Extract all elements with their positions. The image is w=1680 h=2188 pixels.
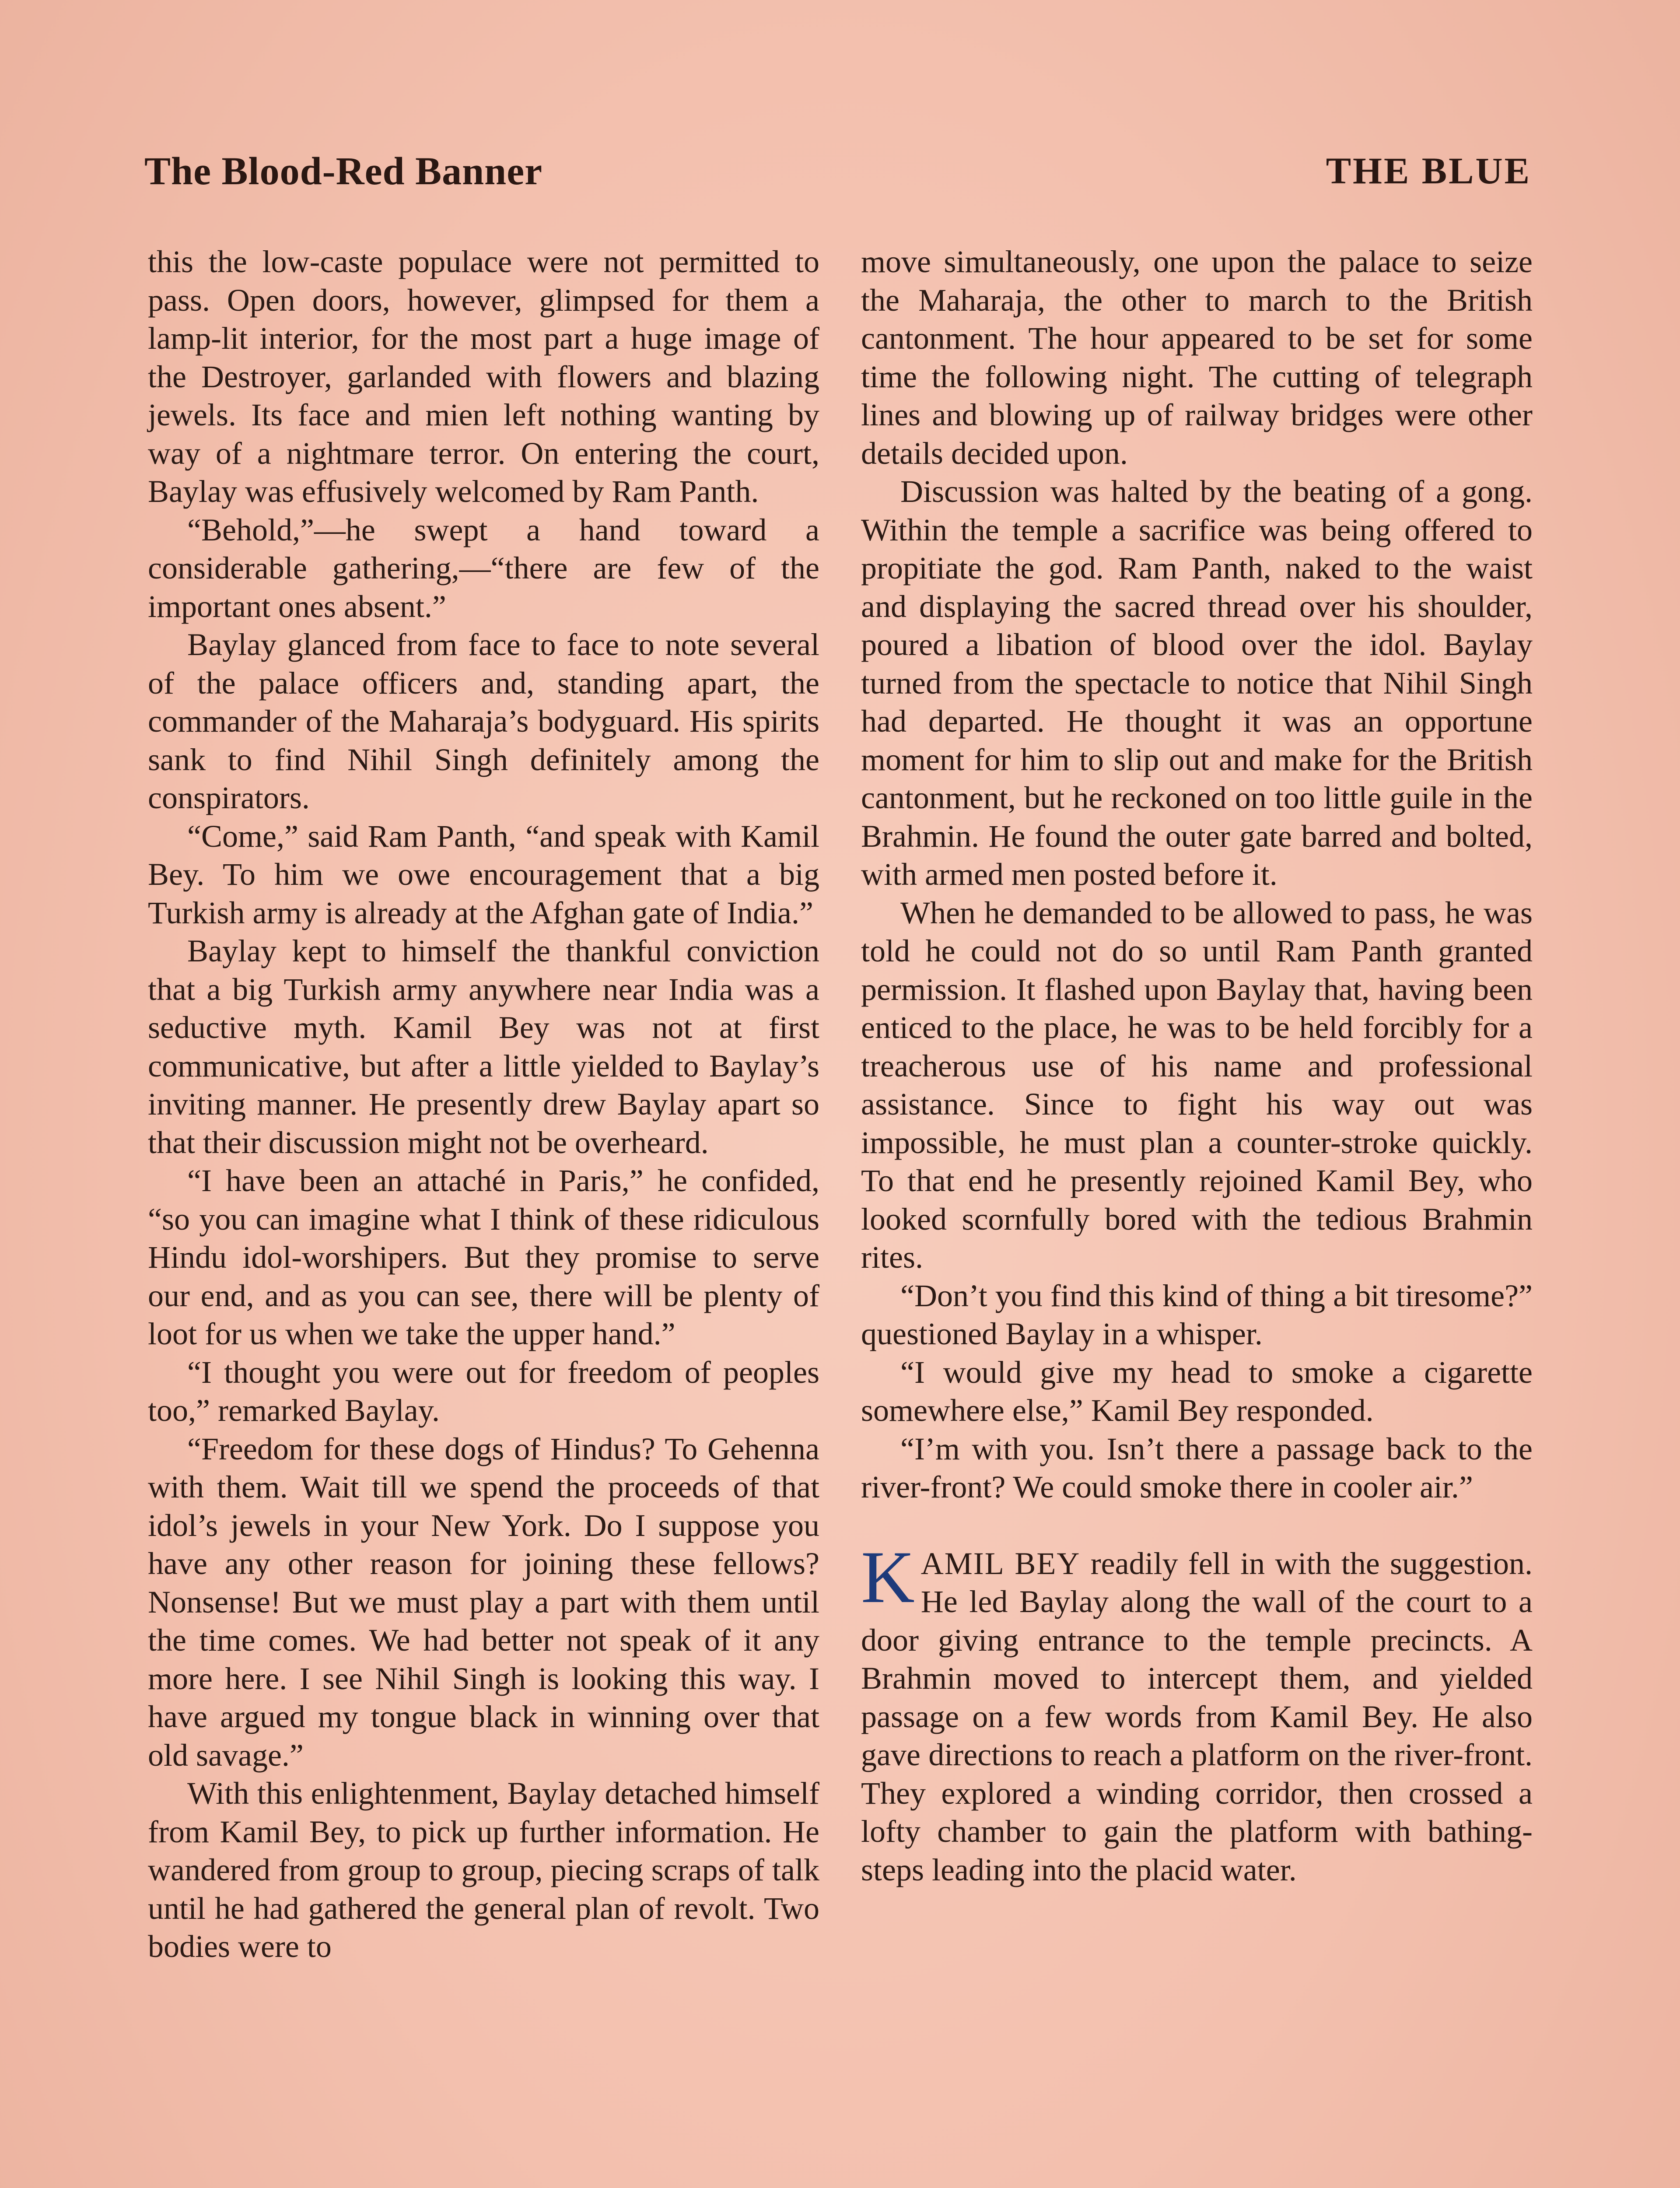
paragraph: this the low-caste populace were not permitted to pass. Open doors, however, glimpsed for them a lamp-lit interior, for the most part a huge image of the Destroyer, garlanded with flowers and blazing jewels. Its face and mien left nothing wanting by way of a nightmare terror. On entering the court, Baylay was effusively welcomed by Ram Panth.: [148, 244, 819, 509]
paragraph: “I have been an attaché in Paris,” he confided, “so you can imagine what I think of these ridiculous Hindu idol-worshipers. But they promise to serve our end, and as you can see, there will be plenty of loot for us when we take the upper hand.”: [148, 1163, 819, 1351]
paragraph: “I would give my head to smoke a cigarette somewhere else,” Kamil Bey responded.: [861, 1354, 1533, 1428]
paragraph: “Freedom for these dogs of Hindus? To Gehenna with them. Wait till we spend the proceeds of that idol’s jewels in your New York. Do I suppose you have any other reason for joining these fellows? Nonsense! But we must play a part with them until the time comes. We had better not speak of it any more here. I see Nihil Singh is looking this way. I have argued my tongue black in winning over that old savage.”: [148, 1431, 819, 1773]
magazine-name: THE BLUE: [1326, 150, 1531, 192]
section-paragraph: [861, 1536, 1533, 1890]
right-column: [861, 243, 1533, 1889]
paragraph: “I thought you were out for freedom of peoples too,” remarked Baylay.: [148, 1354, 819, 1428]
paragraph: “Come,” said Ram Panth, “and speak with Kamil Bey. To him we owe encouragement that a big Turkish army is already at the Afghan gate of India.”: [148, 818, 819, 930]
paragraph: “I’m with you. Isn’t there a passage back to the river-front? We could smoke there in cooler air.”: [861, 1431, 1533, 1504]
section-body: readily fell in with the suggestion. He led Baylay along the wall of the court to a door giving entrance to the temple precincts. A Brahmin moved to intercept them, and yielded passage on a few words from Kamil Bey. He also gave directions to reach a platform on the river-front. They explored a winding corridor, then crossed a lofty chamber to gain the platform with bathing-steps leading into the placid water.: [861, 1546, 1533, 1887]
drop-cap: K: [861, 1536, 915, 1618]
paragraph: “Don’t you find this kind of thing a bit tiresome?” questioned Baylay in a whisper.: [861, 1278, 1533, 1351]
lead-in: AMIL BEY: [920, 1546, 1081, 1581]
paragraph: Baylay glanced from face to face to note several of the palace officers and, standing apart, the commander of the Maharaja’s bodyguard. His spirits sank to find Nihil Singh definitely among the conspirators.: [148, 627, 819, 815]
paragraph: Baylay kept to himself the thankful conviction that a big Turkish army anywhere near India was a seductive myth. Kamil Bey was not at first communicative, but after a little yielded to Baylay’s inviting manner. He presently drew Baylay apart so that their discussion might not be overheard.: [148, 933, 819, 1160]
paragraph: With this enlightenment, Baylay detached himself from Kamil Bey, to pick up further information. He wandered from group to group, piecing scraps of talk until he had gathered the general plan of revolt. Two bodies were to: [148, 1776, 819, 1964]
left-column: [148, 243, 819, 1966]
running-title: The Blood-Red Banner: [144, 150, 543, 193]
paragraph: move simultaneously, one upon the palace to seize the Maharaja, the other to march to the British cantonment. The hour appeared to be set for some time the following night. The cutting of telegraph lines and blowing up of railway bridges were other details decided upon.: [861, 244, 1533, 471]
paragraph: “Behold,”—he swept a hand toward a considerable gathering,—“there are few of the important ones absent.”: [148, 512, 819, 624]
paragraph: Discussion was halted by the beating of a gong. Within the temple a sacrifice was being offered to propitiate the god. Ram Panth, naked to the waist and displaying the sacred thread over his shoulder, poured a libation of blood over the idol. Baylay turned from the spectacle to notice that Nihil Singh had departed. He thought it was an opportune moment for him to slip out and make for the British cantonment, but he reckoned on too little guile in the Brahmin. He found the outer gate barred and bolted, with armed men posted before it.: [861, 474, 1533, 892]
paragraph: When he demanded to be allowed to pass, he was told he could not do so until Ram Panth granted permission. It flashed upon Baylay that, having been enticed to the place, he was to be held forcibly for a treacherous use of his name and professional assistance. Since to fight his way out was impossible, he must plan a counter-stroke quickly. To that end he presently rejoined Kamil Bey, who looked scornfully bored with the tedious Brahmin rites.: [861, 895, 1533, 1275]
